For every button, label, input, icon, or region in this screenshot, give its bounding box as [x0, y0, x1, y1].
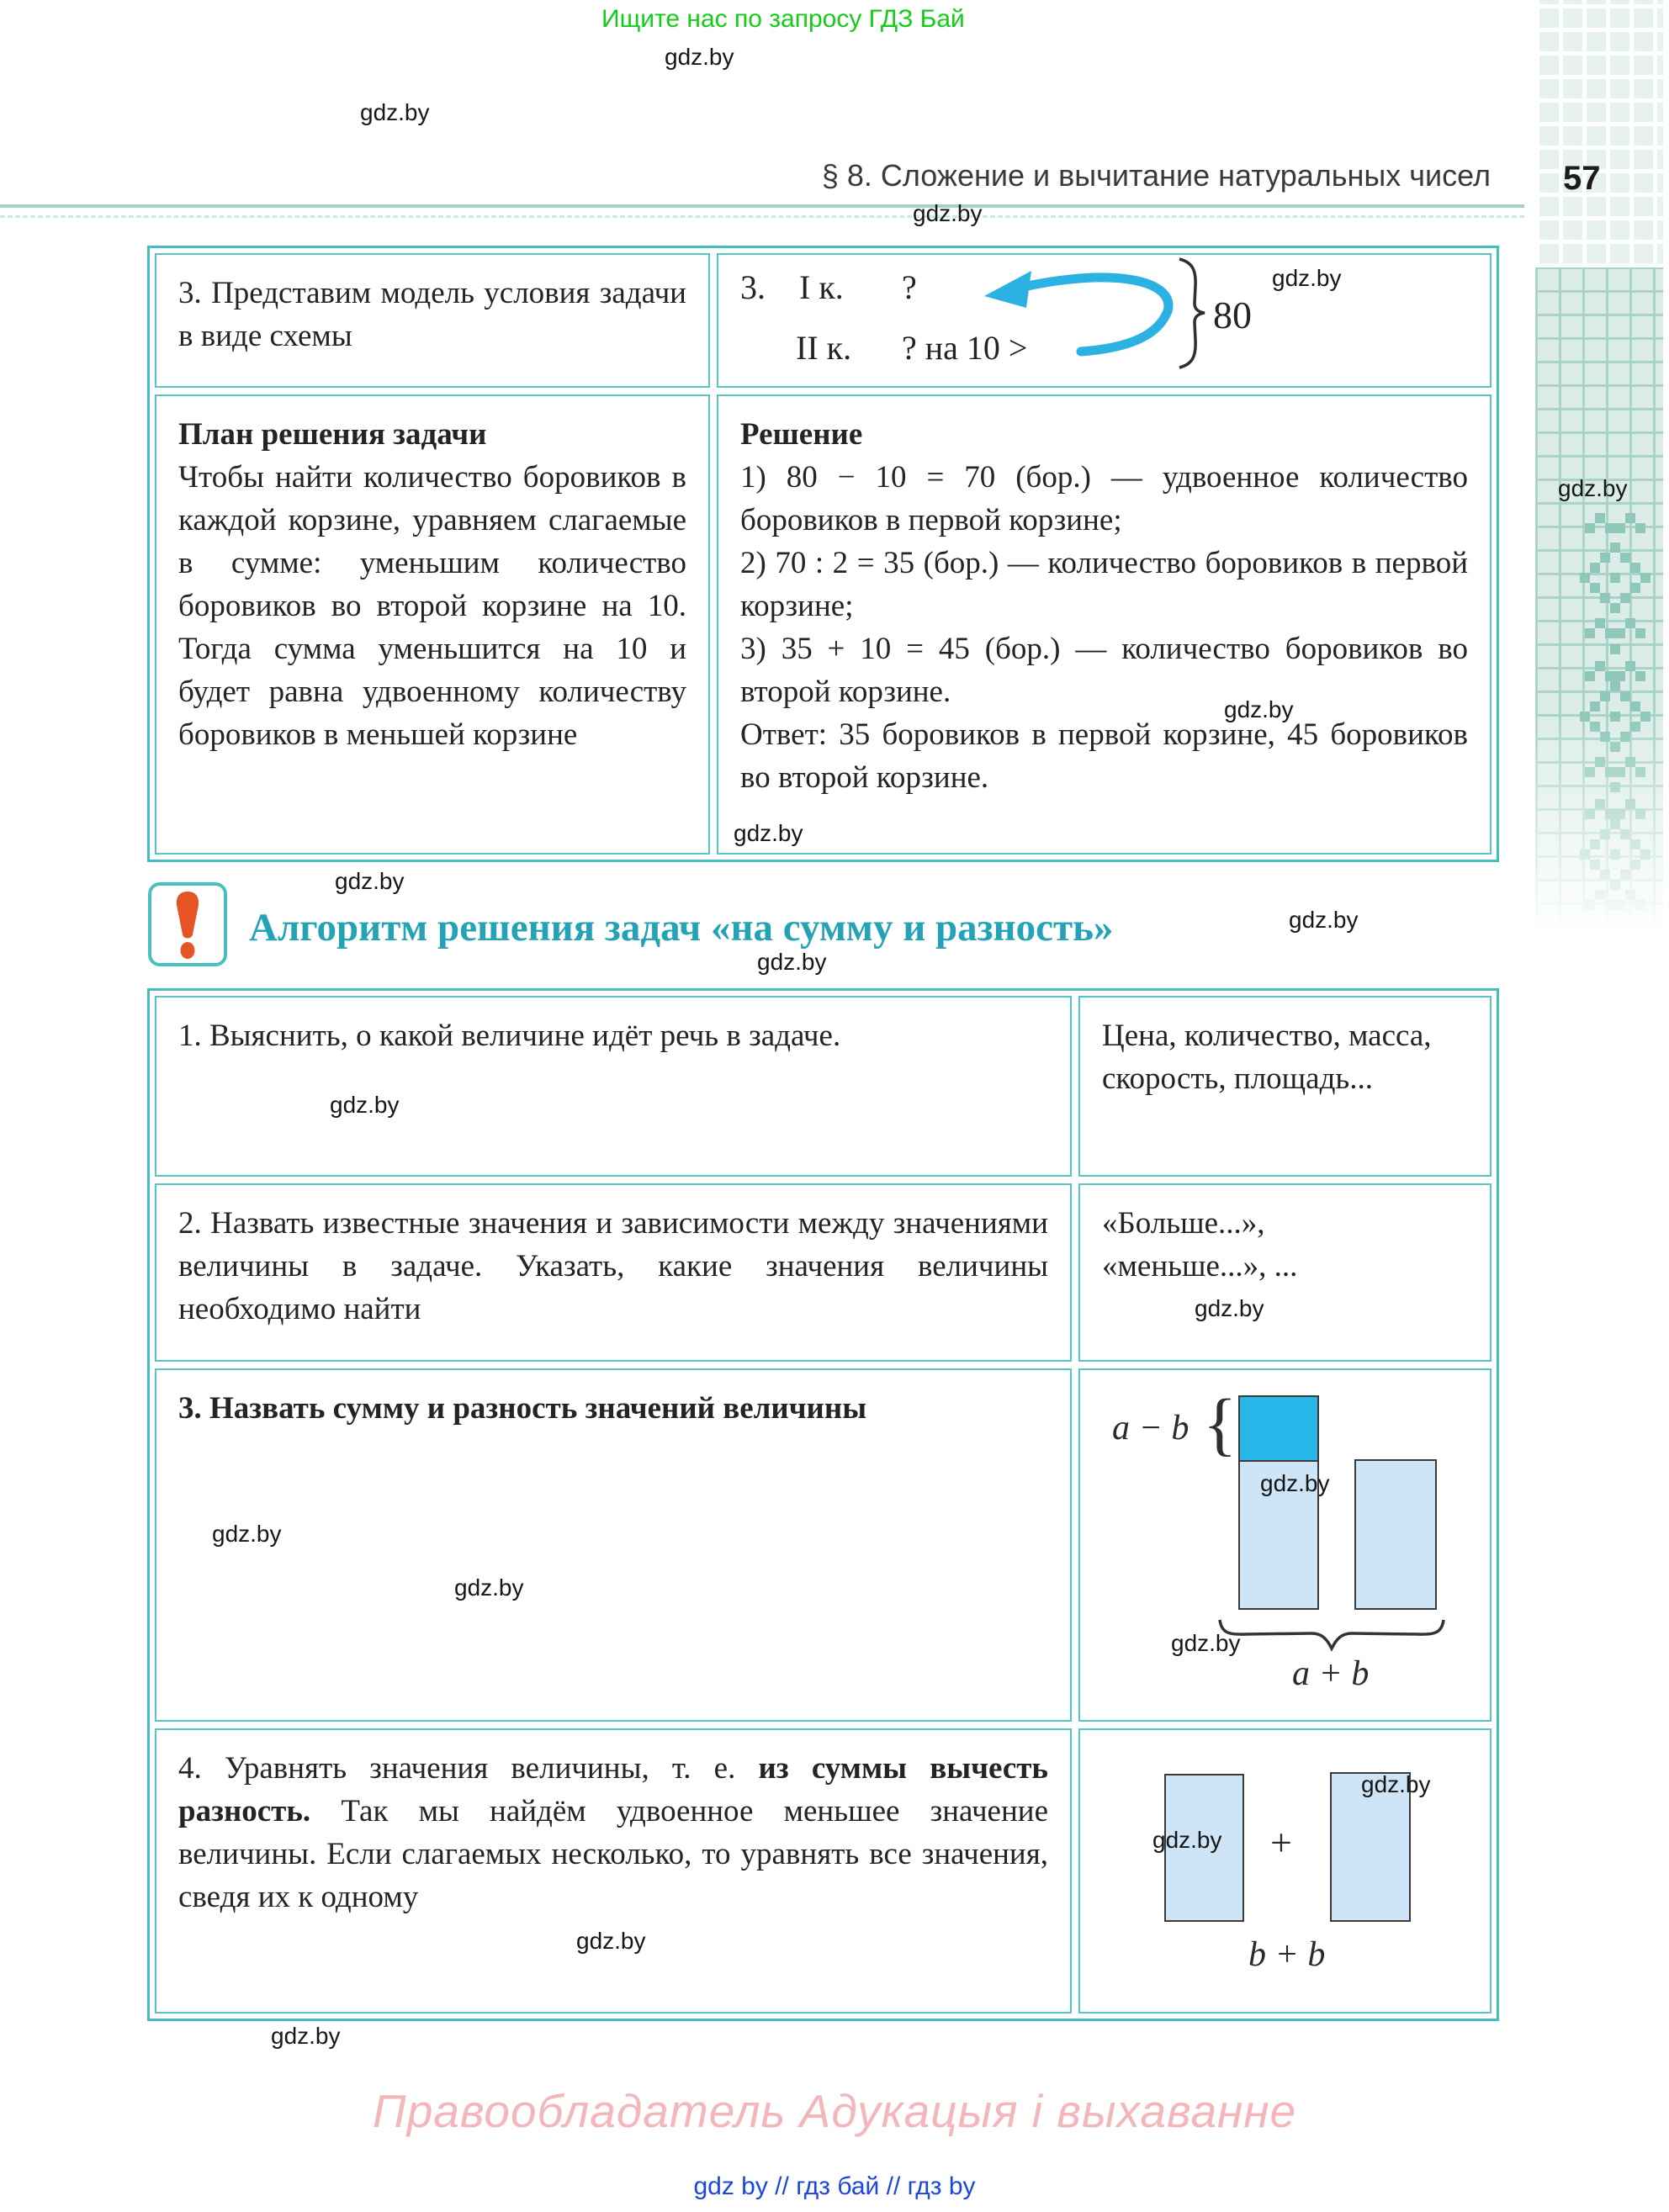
gdz-watermark: gdz.by [212, 1521, 282, 1547]
algo-step2-text: 2. Назвать известные значения и зависимости между значениями величины в задаче. Указать, какие значения величины необходимо найти [178, 1206, 1048, 1326]
algo-step1-example: Цена, количество, масса, скорость, площадь... [1102, 1019, 1432, 1096]
gdz-watermark: gdz.by [576, 1928, 646, 1954]
algo-step3-text: 3. Назвать сумму и разность значений величины [178, 1391, 867, 1426]
scheme-basket1-label: I к. [799, 268, 844, 306]
model-text: 3. Представим модель условия задачи в виде схемы [178, 276, 686, 353]
plus-sign: + [1270, 1821, 1292, 1864]
algo-step1-text: 1. Выяснить, о какой величине идёт речь в задаче. [178, 1019, 841, 1053]
gdz-watermark: gdz.by [360, 99, 430, 125]
algo-step1-example-cell [1078, 996, 1492, 1177]
scheme-basket2-question: ? на 10 > [902, 329, 1028, 367]
ornament-grid-light [1535, 0, 1663, 267]
gdz-watermark: gdz.by [757, 949, 827, 975]
plan-body: Чтобы найти количество боровиков в каждой корзине, уравняем слагаемые в сумме: уменьшим количество боровиков во второй корзине на 10. Тогда сумма уменьшится на 10 и будет равна удвоенному количеству боровиков в меньшей корзине [178, 460, 686, 752]
chapter-title: § 8. Сложение и вычитание натуральных чисел [821, 158, 1491, 193]
gdz-watermark: gdz.by [330, 1092, 400, 1118]
ornament-fade [1535, 715, 1663, 976]
gdz-watermark: gdz.by [1289, 907, 1359, 933]
gdz-watermark: gdz.by [1361, 1771, 1431, 1797]
scheme-number: 3. [740, 268, 766, 306]
algo-step4-part1: 4. Уравнять значения величины, т. е. [178, 1751, 759, 1786]
footer-links[interactable]: gdz by // гдз бай // гдз by [693, 2172, 976, 2200]
gdz-watermark: gdz.by [913, 200, 983, 226]
plan-cell [155, 394, 710, 855]
difference-bar [1238, 1395, 1319, 1462]
b-plus-b-label: b + b [1248, 1935, 1326, 1974]
solution-step: 2) 70 : 2 = 35 (бор.) — количество боровиков в первой корзине; [740, 546, 1468, 623]
promo-banner: Ищите нас по запросу ГДЗ Бай [601, 5, 965, 33]
gdz-watermark: gdz.by [1152, 1827, 1222, 1853]
gdz-watermark: gdz.by [454, 1574, 524, 1601]
algo-step4-bold: из суммы вычесть разность. [178, 1751, 1049, 1828]
scheme-total: 80 [1213, 294, 1252, 336]
copyright-text: Правообладатель Адукацыя і выхаванне [372, 2085, 1297, 2137]
gdz-watermark: gdz.by [1272, 265, 1342, 291]
scheme-basket2-label: II к. [796, 329, 852, 367]
gdz-watermark: gdz.by [1195, 1295, 1264, 1321]
gdz-watermark: gdz.by [271, 2023, 341, 2049]
sum-label: a + b [1292, 1654, 1370, 1693]
solution-step: 1) 80 − 10 = 70 (бор.) — удвоенное количество боровиков в первой корзине; [740, 460, 1468, 537]
exclamation-icon [147, 881, 228, 967]
gdz-watermark: gdz.by [734, 820, 803, 846]
solution-title: Решение [740, 417, 863, 452]
difference-label: a − b [1112, 1409, 1189, 1447]
header-rule-dashed [0, 215, 1524, 218]
gdz-watermark: gdz.by [1171, 1630, 1241, 1656]
algo-step3-cell [155, 1368, 1072, 1722]
solution-step: 3) 35 + 10 = 45 (бор.) — количество боровиков во второй корзине. [740, 632, 1468, 709]
under-brace-icon [1217, 1618, 1446, 1654]
gdz-watermark: gdz.by [1558, 475, 1628, 501]
plan-title: План решения задачи [178, 417, 487, 452]
gdz-watermark: gdz.by [665, 44, 734, 70]
gdz-watermark: gdz.by [335, 868, 405, 894]
algo-step2-example-line1: «Больше...», [1102, 1206, 1265, 1241]
algo-step4-text [178, 1747, 1048, 1918]
algo-step2-cell [155, 1183, 1072, 1362]
model-cell [155, 253, 710, 388]
gdz-watermark: gdz.by [1260, 1470, 1330, 1496]
algo-step3-diagram-cell [1078, 1368, 1492, 1722]
header-rule [0, 204, 1524, 208]
scheme-basket1-question: ? [902, 268, 917, 306]
gdz-watermark: gdz.by [1224, 696, 1294, 722]
solution-answer: Ответ: 35 боровиков в первой корзине, 45 боровиков во второй корзине. [740, 717, 1468, 795]
algorithm-heading: Алгоритм решения задач «на сумму и разность» [249, 906, 1114, 950]
solution-cell [717, 394, 1492, 855]
curly-brace-icon [1176, 257, 1213, 374]
algo-step2-example-cell [1078, 1183, 1492, 1362]
page-number: 57 [1563, 160, 1601, 197]
algo-step1-cell [155, 996, 1072, 1177]
algorithm-table [147, 988, 1499, 2021]
algo-step2-example-line2: «меньше...», ... [1102, 1249, 1298, 1283]
value-b-bar [1354, 1459, 1437, 1610]
algo-step4-part2: Так мы найдём удвоенное меньшее значение величины. Если слагаемых несколько, то уравнять все значения, сведя их к одному [178, 1794, 1048, 1914]
small-brace-icon: { [1203, 1385, 1237, 1463]
algo-step4-cell [155, 1728, 1072, 2014]
